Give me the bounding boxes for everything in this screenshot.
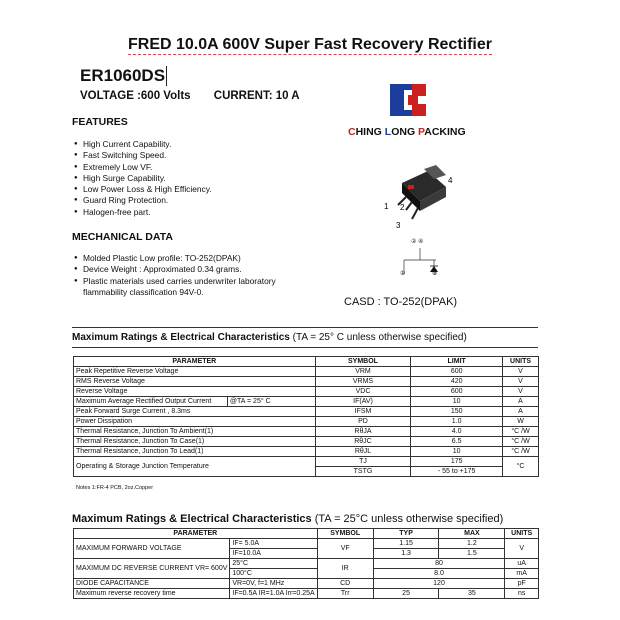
package-drawing-icon <box>380 165 460 233</box>
table-row: Power Dissipation PD 1.0 W <box>74 417 539 427</box>
table-header: LIMIT <box>411 357 503 367</box>
package-caption: CASD : TO-252(DPAK) <box>344 296 458 308</box>
table-row: Reverse Voltage VDC 600 V <box>74 387 539 397</box>
list-item: ● High Surge Capability. <box>74 173 334 184</box>
schematic-pin-label: ① <box>400 271 406 277</box>
voltage-current-line <box>80 90 300 102</box>
table-header: SYMBOL <box>317 529 373 539</box>
company-logo-icon <box>386 80 430 120</box>
voltage-rating: VOLTAGE :600 Volts <box>80 90 191 102</box>
mechanical-heading: MECHANICAL DATA <box>72 231 173 243</box>
list-item: ● Plastic materials used carries underwriter laboratory flammability classification 94V-0. <box>74 276 294 299</box>
table-row: Peak Repetitive Reverse Voltage VRM 600 V <box>74 367 539 377</box>
table-row: Maximum Average Rectified Output Current @TA = 25° C IF(AV) 10 A <box>74 397 539 407</box>
table-row: Peak Forward Surge Current , 8.3ms IFSM 150 A <box>74 407 539 417</box>
features-list <box>74 139 334 218</box>
list-item: ● Extremely Low VF. <box>74 162 334 173</box>
table-header-row <box>74 357 539 367</box>
part-number: ER1060DS <box>80 66 166 85</box>
pin-label: 4 <box>448 176 453 185</box>
table-row: TSTG - 55 to +175 <box>74 467 539 477</box>
table-note: Notes 1:FR-4 PCB, 2oz.Copper <box>76 485 154 491</box>
company-name: CHING LONG PACKING <box>348 126 466 138</box>
table-header: UNITS <box>503 357 539 367</box>
table-header: TYP <box>373 529 439 539</box>
table-header: SYMBOL <box>315 357 411 367</box>
table-row: Maximum reverse recovery time IF=0.5A IR=1.0A Irr=0.25A Trr 25 35 ns <box>74 589 539 599</box>
document-title: FRED 10.0A 600V Super Fast Recovery Rectifier <box>127 36 492 53</box>
table-row: MAXIMUM FORWARD VOLTAGE IF= 5.0A VF 1.15 1.2 V <box>74 539 539 549</box>
characteristics-table <box>73 528 539 599</box>
table-row: MAXIMUM DC REVERSE CURRENT VR= 600V 25°C IR 80 uA <box>74 559 539 569</box>
table-row: RMS Reverse Voltage VRMS 420 V <box>74 377 539 387</box>
table2-title: Maximum Ratings & Electrical Characteristics (TA = 25°C unless otherwise specified) <box>72 513 504 525</box>
list-item: ● Guard Ring Protection. <box>74 195 334 206</box>
table-header-row <box>74 529 539 539</box>
list-item: ● Molded Plastic Low profile: TO-252(DPAK) <box>74 253 294 264</box>
mechanical-list <box>74 253 294 298</box>
table-header: MAX <box>439 529 505 539</box>
list-item: ● Halogen-free part. <box>74 207 334 218</box>
list-item: ● Fast Switching Speed. <box>74 150 334 161</box>
diode-schematic-icon <box>398 248 444 284</box>
list-item: ● Low Power Loss & High Efficiency. <box>74 184 334 195</box>
table1-title: Maximum Ratings & Electrical Characteristics (TA = 25° C unless otherwise specified) <box>72 332 467 343</box>
table-header: PARAMETER <box>74 357 316 367</box>
table-header: PARAMETER <box>74 529 318 539</box>
table-row: Operating & Storage Junction Temperature TJ 175 °C <box>74 457 539 467</box>
features-heading: FEATURES <box>72 116 128 128</box>
schematic-pin-label: ② ④ <box>411 239 424 245</box>
table-row: Thermal Resistance, Junction To Ambient(1) RθJA 4.0 °C /W <box>74 427 539 437</box>
table-row: 100°C 8.0 mA <box>74 569 539 579</box>
pin-label: 2 <box>400 203 405 212</box>
table-row: Thermal Resistance, Junction To Case(1) RθJC 6.5 °C /W <box>74 437 539 447</box>
divider <box>72 327 538 328</box>
table-row: Thermal Resistance, Junction To Lead(1) RθJL 10 °C /W <box>74 447 539 457</box>
schematic-pin-label: ③ <box>432 271 438 277</box>
pin-label: 1 <box>384 202 389 211</box>
pin-label: 3 <box>396 221 401 230</box>
table-row: DIODE CAPACITANCE VR=0V, f=1 MHz CD 120 pF <box>74 579 539 589</box>
list-item: ● Device Weight : Approximated 0.34 grams. <box>74 264 294 275</box>
list-item: ● High Current Capability. <box>74 139 334 150</box>
divider <box>72 347 538 348</box>
table-row: IF=10.0A 1.3 1.5 <box>74 549 539 559</box>
current-rating: CURRENT: 10 A <box>213 90 300 102</box>
ratings-table <box>73 356 539 477</box>
table-header: UNITS <box>505 529 539 539</box>
